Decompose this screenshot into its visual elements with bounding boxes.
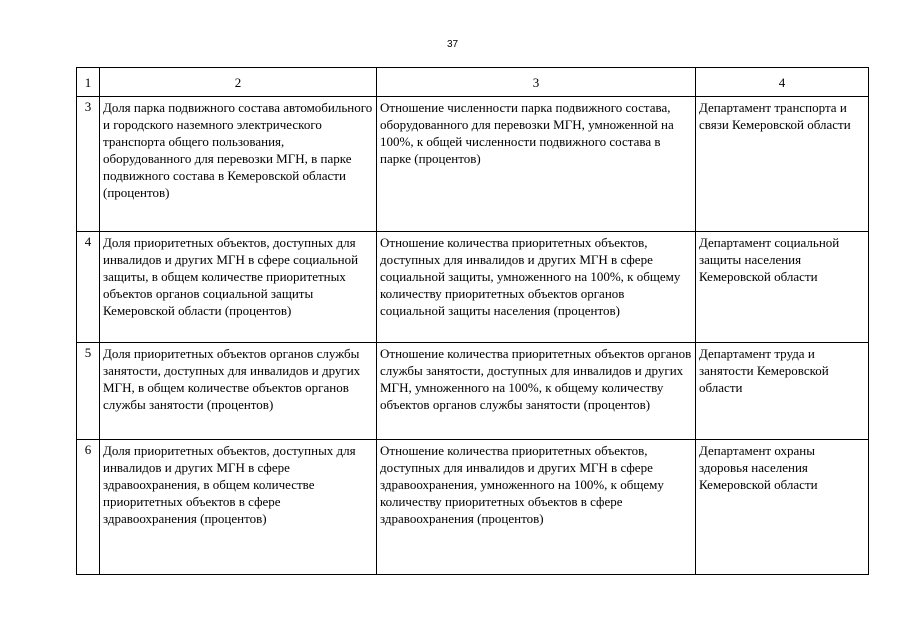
- indicator-cell: Доля парка подвижного состава автомобильного и городского наземного электрического транспорта общего пользования, оборудованного для перевозки МГН, в парке подвижного состава в Кемеровской области (процентов): [100, 97, 377, 232]
- calculation-method-cell: Отношение количества приоритетных объектов, доступных для инвалидов и других МГН в сфере здравоохранения, умноженного на 100%, к общему количеству приоритетных объектов в сфере здравоохранения (процентов): [377, 440, 696, 575]
- indicators-table: [76, 67, 869, 575]
- row-number-cell: 3: [77, 97, 100, 232]
- responsible-department-cell: Департамент охраны здоровья населения Кемеровской области: [696, 440, 869, 575]
- table-row: [77, 232, 869, 343]
- responsible-department-cell: Департамент труда и занятости Кемеровской области: [696, 343, 869, 440]
- table-row: [77, 343, 869, 440]
- row-number-cell: 4: [77, 232, 100, 343]
- responsible-department-cell: Департамент транспорта и связи Кемеровской области: [696, 97, 869, 232]
- responsible-department-cell: Департамент социальной защиты населения Кемеровской области: [696, 232, 869, 343]
- header-cell-3: 3: [377, 68, 696, 97]
- table-row: [77, 97, 869, 232]
- page-number: 37: [446, 39, 459, 50]
- header-cell-4: 4: [696, 68, 869, 97]
- row-number-cell: 5: [77, 343, 100, 440]
- indicator-cell: Доля приоритетных объектов, доступных для инвалидов и других МГН в сфере социальной защиты, в общем количестве приоритетных объектов органов социальной защиты Кемеровской области (процентов): [100, 232, 377, 343]
- indicator-cell: Доля приоритетных объектов, доступных для инвалидов и других МГН в сфере здравоохранения, в общем количестве приоритетных объектов в сфере здравоохранения (процентов): [100, 440, 377, 575]
- calculation-method-cell: Отношение количества приоритетных объектов органов службы занятости, доступных для инвалидов и других МГН, умноженного на 100%, к общему количеству объектов органов службы занятости (процентов): [377, 343, 696, 440]
- indicator-cell: Доля приоритетных объектов органов службы занятости, доступных для инвалидов и других МГН, в общем количестве объектов органов службы занятости (процентов): [100, 343, 377, 440]
- calculation-method-cell: Отношение численности парка подвижного состава, оборудованного для перевозки МГН, умноженной на 100%, к общей численности подвижного состава в парке (процентов): [377, 97, 696, 232]
- row-number-cell: 6: [77, 440, 100, 575]
- header-cell-2: 2: [100, 68, 377, 97]
- header-cell-1: 1: [77, 68, 100, 97]
- table-header-row: [77, 68, 869, 97]
- table-row: [77, 440, 869, 575]
- calculation-method-cell: Отношение количества приоритетных объектов, доступных для инвалидов и других МГН в сфере социальной защиты, умноженного на 100%, к общему количеству приоритетных объектов органов социальной защиты населения (процентов): [377, 232, 696, 343]
